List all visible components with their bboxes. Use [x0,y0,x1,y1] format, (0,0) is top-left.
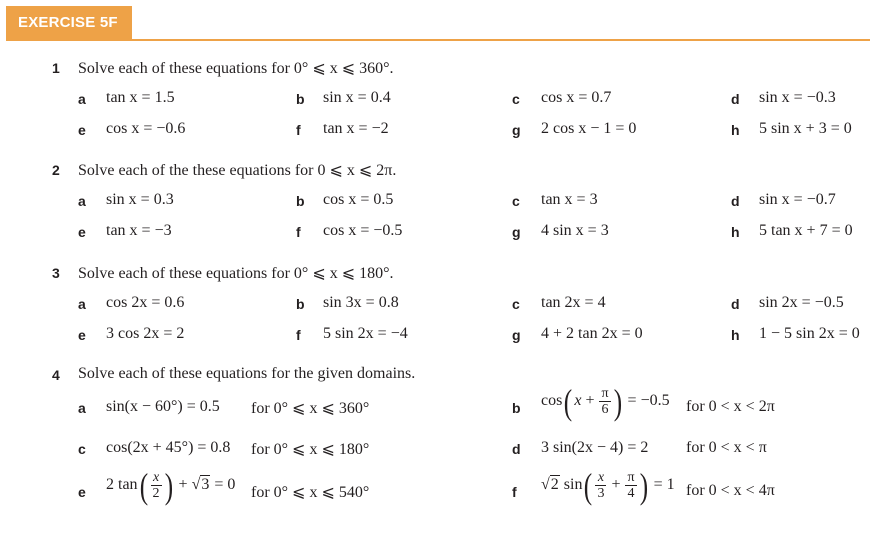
equation: 3 sin(2x − 4) = 2 [541,439,649,456]
question-stem: Solve each of these equations for the given domains. [78,365,416,382]
left-paren: ( [564,381,573,422]
question-number: 4 [52,367,60,383]
function-name: cos [541,392,563,410]
fraction [625,470,636,501]
part-label: g [512,122,521,138]
part-label: f [512,484,517,500]
equation [541,465,675,506]
part-label: c [78,441,86,457]
numerator: π [627,470,635,485]
part-label: f [296,224,301,240]
part-label: c [512,193,520,209]
radicand: 2 [550,476,559,494]
part-label: h [731,122,740,138]
square-root: √3 [191,476,210,494]
equation: 5 tan x + 7 = 0 [759,222,853,239]
equation [106,465,236,506]
equation: tan 2x = 4 [541,294,606,311]
domain: for 0 < x < π [686,439,767,456]
part-label: f [296,327,301,343]
square-root: √2 [541,476,559,494]
plus-sign: + [585,392,595,410]
equation: tan x = −2 [323,120,389,137]
denominator: 3 [597,486,605,501]
question-number: 3 [52,265,60,281]
part-label: b [296,296,305,312]
right-paren: ) [613,381,622,422]
question-stem: Solve each of these equations for 0° ⩽ x ⩽ 180°. [78,265,394,282]
exercise-title: EXERCISE 5F [6,6,132,39]
denominator: 4 [627,486,635,501]
part-label: b [296,193,305,209]
equation: cos x = 0.7 [541,89,612,106]
part-label: d [731,91,740,107]
part-label: b [512,400,521,416]
equation-rhs: = 0 [214,476,236,494]
part-label: h [731,327,740,343]
equation-rhs: = 1 [653,476,675,494]
equation: cos x = −0.5 [323,222,403,239]
equation: tan x = 3 [541,191,598,208]
exercise-header [0,0,880,40]
equation: cos x = −0.6 [106,120,186,137]
numerator: x [151,470,162,486]
equation-rhs: = −0.5 [627,392,670,410]
header-rule [6,39,870,41]
denominator: 2 [152,486,160,501]
equation: 5 sin x + 3 = 0 [759,120,852,137]
question-number: 2 [52,162,60,178]
part-label: d [731,296,740,312]
equation: tan x = 1.5 [106,89,175,106]
part-label: d [731,193,740,209]
plus-sign: + [611,476,621,494]
part-label: a [78,91,86,107]
equation: sin(x − 60°) = 0.5 [106,398,220,415]
domain: for 0 < x < 4π [686,482,775,499]
equation: cos 2x = 0.6 [106,294,185,311]
equation: sin x = 0.4 [323,89,391,106]
part-label: a [78,400,86,416]
right-paren: ) [639,465,648,506]
part-label: e [78,327,86,343]
equation [541,381,670,422]
numerator: π [601,386,609,401]
fraction [599,386,610,417]
part-label: d [512,441,521,457]
part-label: a [78,296,86,312]
equation: 1 − 5 sin 2x = 0 [759,325,860,342]
equation: cos x = 0.5 [323,191,394,208]
equation: 4 + 2 tan 2x = 0 [541,325,643,342]
domain: for 0 < x < 2π [686,398,775,415]
domain: for 0° ⩽ x ⩽ 180° [251,441,370,458]
equation: sin 3x = 0.8 [323,294,399,311]
equation: cos(2x + 45°) = 0.8 [106,439,231,456]
left-paren: ( [139,465,148,506]
part-label: e [78,122,86,138]
part-label: a [78,193,86,209]
plus-sign: + [178,476,188,494]
radicand: 3 [201,476,210,494]
right-paren: ) [164,465,173,506]
equation: sin x = −0.7 [759,191,836,208]
left-paren: ( [584,465,593,506]
part-label: g [512,327,521,343]
part-label: g [512,224,521,240]
question-stem: Solve each of the these equations for 0 ⩽ x ⩽ 2π. [78,162,397,179]
equation: 4 sin x = 3 [541,222,609,239]
fraction [595,470,606,501]
equation: tan x = −3 [106,222,172,239]
part-label: e [78,224,86,240]
question-stem: Solve each of these equations for 0° ⩽ x ⩽ 360°. [78,60,394,77]
part-label: h [731,224,740,240]
part-label: c [512,296,520,312]
part-label: c [512,91,520,107]
equation: 5 sin 2x = −4 [323,325,408,342]
function-name: sin [563,476,583,494]
domain: for 0° ⩽ x ⩽ 360° [251,400,370,417]
domain: for 0° ⩽ x ⩽ 540° [251,484,370,501]
numerator: x [595,470,606,486]
equation: 2 cos x − 1 = 0 [541,120,637,137]
question-number: 1 [52,60,60,76]
fraction [151,470,162,501]
denominator: 6 [601,402,609,417]
part-label: b [296,91,305,107]
equation: sin 2x = −0.5 [759,294,844,311]
variable: x [574,392,582,410]
part-label: f [296,122,301,138]
function-name: 2 tan [106,476,138,494]
equation: sin x = 0.3 [106,191,174,208]
equation: 3 cos 2x = 2 [106,325,185,342]
part-label: e [78,484,86,500]
equation: sin x = −0.3 [759,89,836,106]
